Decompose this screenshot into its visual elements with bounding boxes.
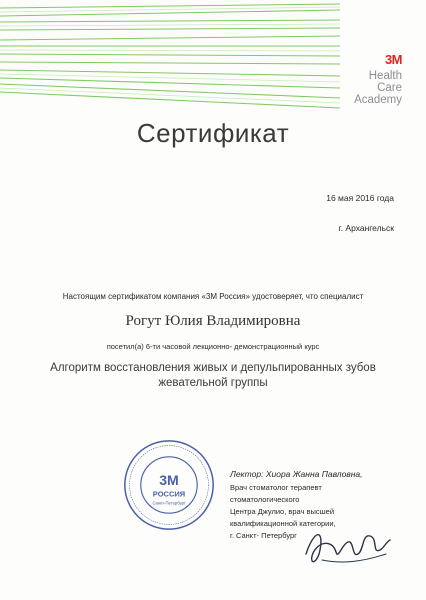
certificate-title: Сертификат — [136, 118, 290, 148]
lector-desc-line: стоматологического — [230, 495, 300, 504]
handwritten-signature — [302, 524, 392, 570]
logo-line-academy: Academy — [354, 94, 402, 106]
stamp-city: Санкт-Петербург — [152, 500, 186, 506]
decorative-stripes — [0, 0, 340, 120]
stamp-seal — [122, 438, 216, 532]
certificate-intro: Настоящим сертификатом компания «3М Россия» удостоверяет, что специалист — [62, 292, 364, 301]
lector-label: Лектор: Хиора Жанна Павловна, — [230, 469, 363, 479]
recipient-name: Рогут Юлия Владимировна — [125, 313, 301, 329]
stamp-center-text: 3М — [159, 472, 179, 488]
course-title-line-1: Алгоритм восстановления живых и депульпированных зубов — [50, 362, 376, 374]
course-title — [0, 361, 426, 391]
logo-line-care: Care — [377, 82, 402, 94]
lector-desc-line: квалификационной категории, — [230, 519, 336, 528]
lector-desc-line: г. Санкт- Петербург — [230, 531, 297, 540]
logo-line-health: Health — [368, 70, 402, 82]
course-title-line-2: жевательной группы — [158, 377, 268, 389]
lector-desc-line: Врач стоматолог терапевт — [230, 483, 322, 492]
brand-logo: 3M — [384, 52, 402, 67]
course-intro: посетил(а) 6-ти часовой лекционно- демонстрационный курс — [106, 342, 320, 351]
stamp-country: РОССИЯ — [152, 489, 186, 499]
certificate-date: 16 мая 2016 года — [326, 193, 394, 203]
certificate-city: г. Архангельск — [338, 223, 394, 233]
lector-desc-line: Центра Джулио, врач высшей — [230, 507, 335, 516]
